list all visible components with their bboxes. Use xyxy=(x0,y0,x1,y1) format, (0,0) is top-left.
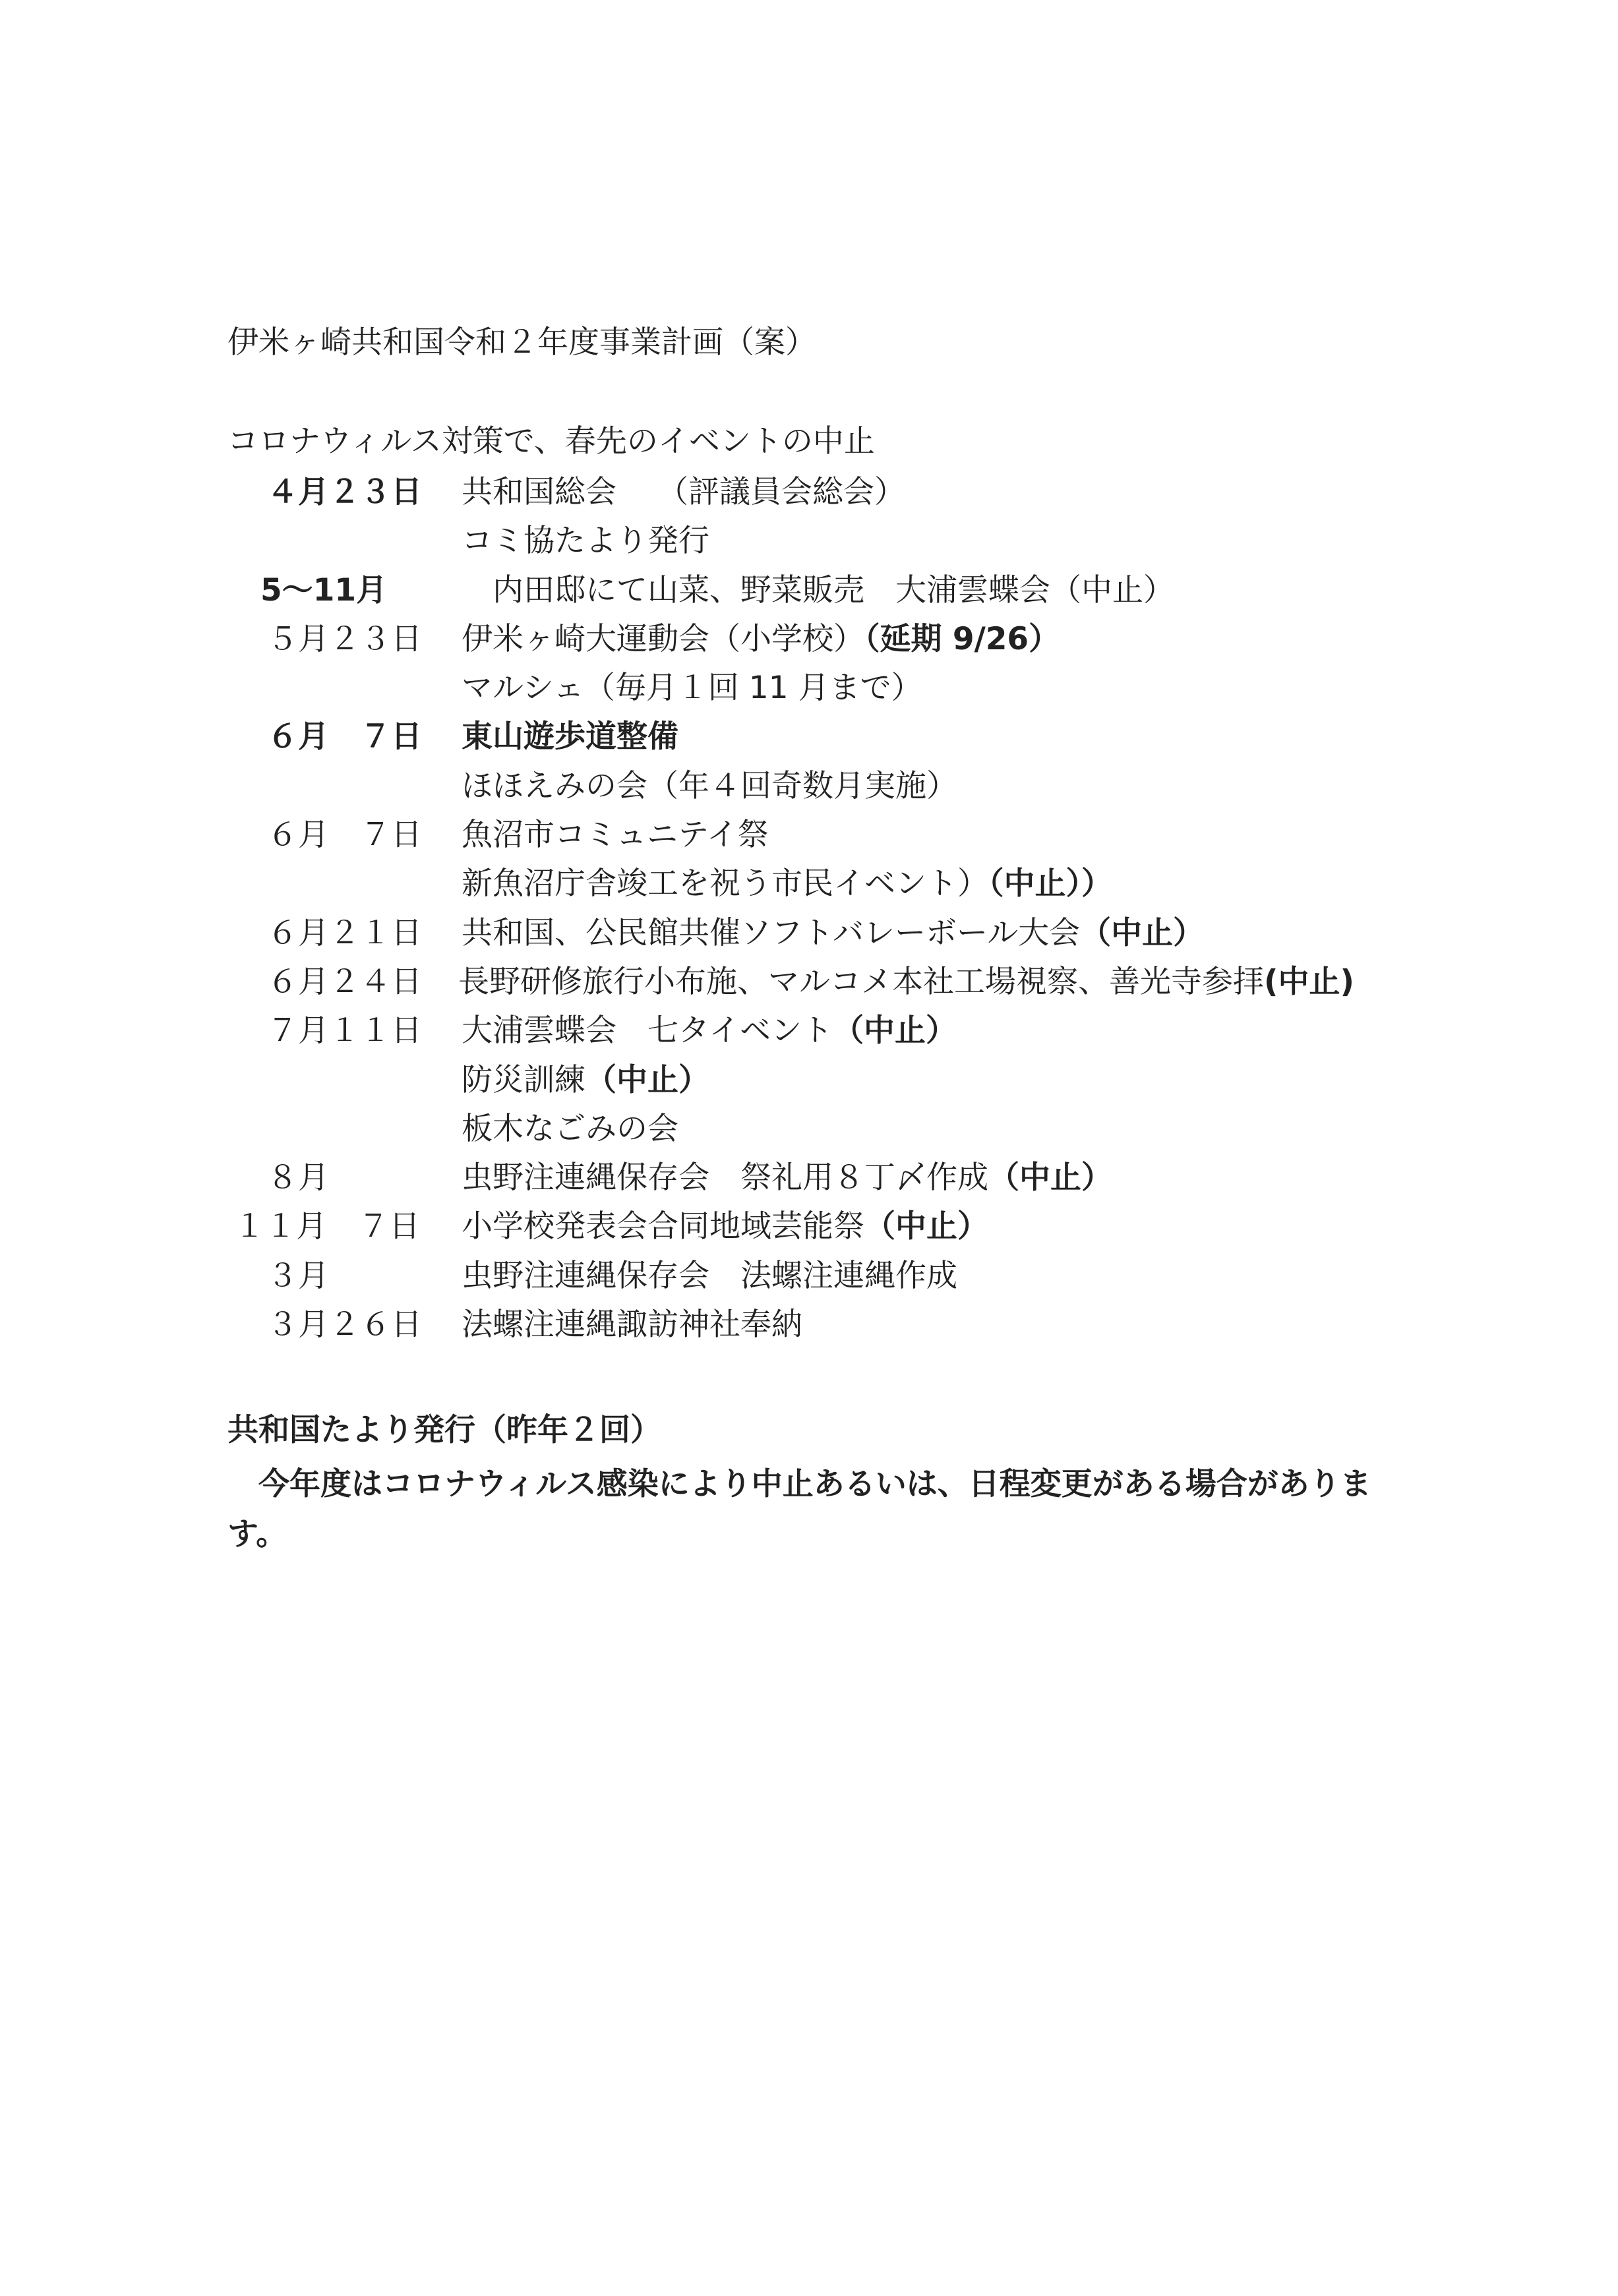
schedule-date: ８月 xyxy=(267,1160,329,1196)
schedule-event-wrapper xyxy=(462,1007,957,1055)
cancelled-label: （中止） xyxy=(988,1160,1112,1196)
schedule-event: 東山遊歩道整備 xyxy=(462,719,678,755)
schedule-row xyxy=(227,1105,1480,1154)
schedule-date: ６月 ７日 xyxy=(267,817,422,854)
schedule-row xyxy=(227,615,1480,664)
newsletter-heading: 共和国たより発行（昨年２回） xyxy=(227,1412,661,1448)
schedule-row xyxy=(227,811,1480,860)
schedule-row xyxy=(227,1007,1480,1055)
schedule-row xyxy=(227,909,1480,958)
schedule-date: ６月２４日 xyxy=(267,963,422,1000)
schedule-row xyxy=(227,664,1480,713)
cancelled-label: (中止) xyxy=(1264,963,1354,1000)
schedule-event: 板木なごみの会 xyxy=(462,1110,678,1147)
schedule-list xyxy=(227,468,1480,1349)
schedule-event: 法螺注連縄諏訪神社奉納 xyxy=(462,1307,802,1343)
schedule-date: ６月２１日 xyxy=(267,914,422,951)
schedule-date: ３月 xyxy=(267,1257,329,1294)
schedule-event: ほほえみの会（年４回奇数月実施） xyxy=(462,767,957,804)
schedule-row xyxy=(227,1056,1480,1105)
schedule-event-wrapper xyxy=(462,1056,709,1105)
intro-text: コロナウィルス対策で、春先のイベントの中止 xyxy=(227,423,875,459)
schedule-row xyxy=(227,762,1480,811)
schedule-event: 長野研修旅行小布施、マルコメ本社工場視察、善光寺参拝 xyxy=(458,963,1264,1000)
schedule-row xyxy=(227,566,1480,615)
schedule-event: 共和国総会 （評議員会総会） xyxy=(462,474,905,510)
cancelled-label: （中止） xyxy=(585,1061,709,1098)
schedule-event-wrapper xyxy=(462,1154,1112,1202)
schedule-event: 内田邸にて山菜、野菜販売 大浦雲蝶会（中止） xyxy=(462,572,1174,608)
document-title: 伊米ヶ崎共和国令和２年度事業計画（案） xyxy=(227,324,816,361)
notice-text: 今年度はコロナウィルス感染により中止あるいは、日程変更がある場合があります。 xyxy=(227,1466,1371,1552)
schedule-event-wrapper xyxy=(462,615,1060,664)
schedule-event: マルシェ（毎月１回 11 月まで） xyxy=(462,670,922,707)
schedule-date: １１月 ７日 xyxy=(234,1208,420,1245)
schedule-event: 大浦雲蝶会 七タイベント xyxy=(462,1013,833,1049)
cancelled-label: （中止）） xyxy=(988,866,1112,902)
postponed-label: （延期 9/26） xyxy=(864,620,1060,657)
schedule-row xyxy=(227,1252,1480,1301)
schedule-date: ４月２３日 xyxy=(267,474,422,510)
schedule-event-wrapper xyxy=(458,958,1354,1007)
schedule-row xyxy=(227,1154,1480,1202)
cancelled-label: （中止） xyxy=(864,1208,988,1245)
schedule-event: 虫野注連縄保存会 祭礼用８丁〆作成 xyxy=(462,1160,988,1196)
schedule-date: ３月２６日 xyxy=(267,1307,422,1343)
schedule-date: ７月１１日 xyxy=(267,1013,422,1049)
schedule-event: コミ協たより発行 xyxy=(462,523,709,560)
schedule-event: 小学校発表会合同地域芸能祭 xyxy=(462,1208,864,1245)
schedule-date: 5～11月 xyxy=(260,572,388,608)
schedule-event: 新魚沼庁舎竣工を祝う市民イベント） xyxy=(462,866,988,902)
schedule-event: 魚沼市コミュニテイ祭 xyxy=(462,817,769,854)
schedule-row xyxy=(227,713,1480,761)
schedule-row xyxy=(227,468,1480,517)
schedule-event-wrapper xyxy=(462,909,1204,958)
schedule-row xyxy=(227,1202,1480,1251)
schedule-event: 防災訓練 xyxy=(462,1061,585,1098)
cancelled-label: （中止） xyxy=(1080,914,1205,951)
schedule-row xyxy=(227,1301,1480,1349)
schedule-event: 虫野注連縄保存会 法螺注連縄作成 xyxy=(462,1257,957,1294)
schedule-event: 共和国、公民館共催ソフトバレーボール大会 xyxy=(462,914,1081,951)
schedule-event: 伊米ヶ崎大運動会（小学校） xyxy=(462,620,864,657)
schedule-row xyxy=(227,860,1480,908)
schedule-event-wrapper xyxy=(462,1202,988,1251)
schedule-date: ５月２３日 xyxy=(267,620,422,657)
cancelled-label: （中止） xyxy=(833,1013,957,1049)
schedule-event-wrapper xyxy=(462,860,1112,908)
schedule-row xyxy=(227,517,1480,566)
schedule-date: ６月 ７日 xyxy=(267,719,422,755)
schedule-row xyxy=(227,958,1480,1007)
